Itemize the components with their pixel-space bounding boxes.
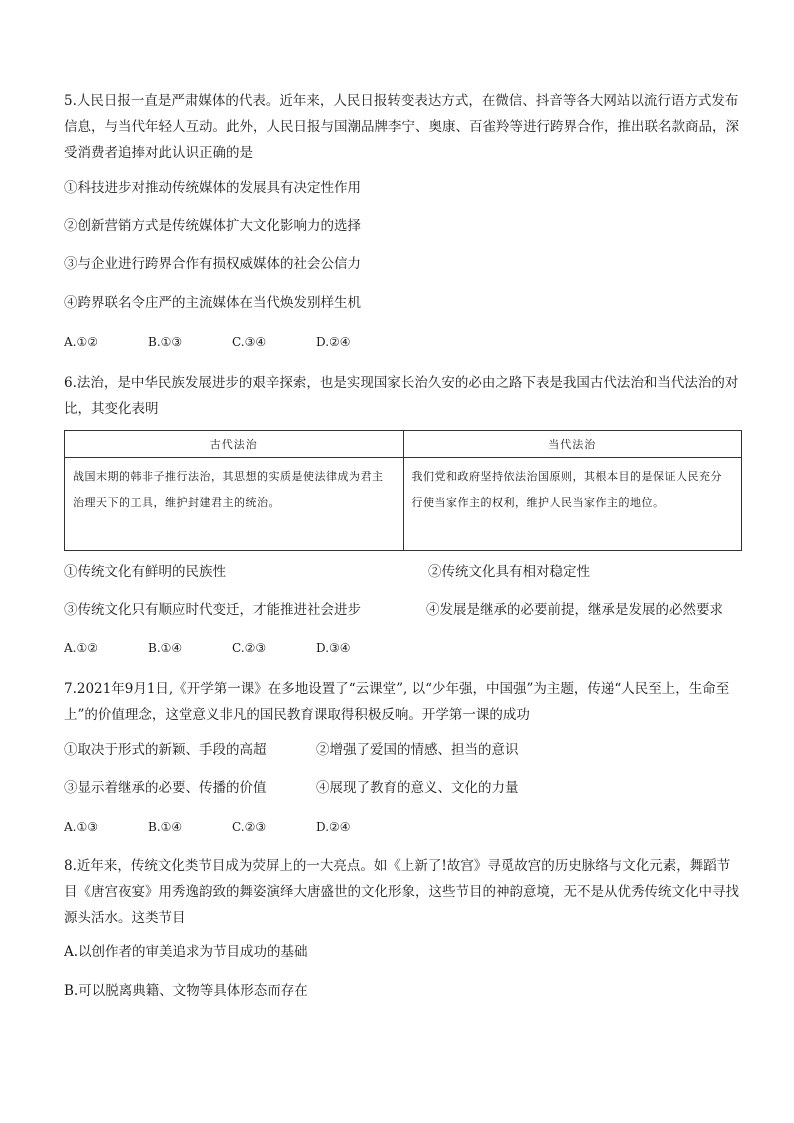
q6-statement-1: ①传统文化有鲜明的民族性 [64, 564, 226, 580]
q8-option-a[interactable]: A.以创作者的审美追求为节目成功的基础 [64, 944, 308, 960]
q6-statement-4: ④发展是继承的必要前提，继承是发展的必然要求 [426, 602, 723, 618]
q6-option-c[interactable]: C.②③ [232, 641, 267, 655]
q8-option-b[interactable]: B.可以脱离典籍、文物等具体形态而存在 [64, 983, 308, 999]
table-cell-modern: 我们党和政府坚持依法治国原则，其根本目的是保证人民充分行使当家作主的权利，维护人民当家作主的地位。 [403, 458, 742, 551]
q7-statement-3: ③显示着继承的必要、传播的价值 [64, 780, 267, 796]
q7-statement-4: ④展现了教育的意义、文化的力量 [316, 780, 519, 796]
q6-option-d[interactable]: D.③④ [316, 641, 351, 655]
q5-statement-1: ①科技进步对推动传统媒体的发展具有决定性作用 [64, 180, 361, 196]
q6-statement-3: ③传统文化只有顺应时代变迁，才能推进社会进步 [64, 602, 361, 618]
q7-statement-2: ②增强了爱国的情感、担当的意识 [316, 742, 519, 758]
q7-stem: 7.2021年9月1日,《开学第一课》在多地设置了“云课堂”, 以“少年强，中国强”为主题，传递“人民至上，生命至上”的价值理念，这堂意义非凡的国民教育课取得积极反响。开学第一课的成功 [64, 681, 730, 723]
q5-stem: 5.人民日报一直是严肃媒体的代表。近年来，人民日报转变表达方式，在微信、抖音等各大网站以流行语方式发布信息，与当代年轻人互动。此外，人民日报与国潮品牌李宁、奥康、百雀羚等进行跨界合作，推出联名款商品，深受消费者追捧对此认识正确的是 [64, 93, 739, 161]
q5-option-b[interactable]: B.①③ [148, 335, 183, 349]
table-cell-ancient: 战国末期的韩非子推行法治，其思想的实质是使法律成为君主治理天下的工具，维护封建君主的统治。 [65, 458, 404, 551]
q7-option-d[interactable]: D.②④ [316, 820, 351, 834]
q6-statement-2: ②传统文化具有相对稳定性 [428, 564, 590, 580]
q5-statement-4: ④跨界联名令庄严的主流媒体在当代焕发别样生机 [64, 295, 361, 311]
q6-stem: 6.法治，是中华民族发展进步的艰辛探索，也是实现国家长治久安的必由之路下表是我国古代法治和当代法治的对比，其变化表明 [64, 375, 739, 417]
q5-option-a[interactable]: A.①② [64, 335, 98, 349]
q5-statement-2: ②创新营销方式是传统媒体扩大文化影响力的选择 [64, 218, 361, 234]
table-header-ancient: 古代法治 [65, 431, 404, 458]
q6-option-b[interactable]: B.①④ [148, 641, 183, 655]
q6-options [64, 638, 400, 658]
q5-option-d[interactable]: D.②④ [316, 335, 351, 349]
q6-comparison-table [64, 430, 742, 551]
q7-statement-1: ①取决于形式的新颖、手段的高超 [64, 742, 267, 758]
q6-option-a[interactable]: A.①② [64, 641, 98, 655]
q7-option-c[interactable]: C.②③ [232, 820, 267, 834]
table-header-modern: 当代法治 [403, 431, 742, 458]
q8-stem: 8.近年来，传统文化类节目成为荧屏上的一大亮点。如《上新了!故宫》寻觅故宫的历史脉络与文化元素，舞蹈节目《唐宫夜宴》用秀逸韵致的舞姿演绎大唐盛世的文化形象，这些节目的神韵意境，无不是从优秀传统文化中寻找源头活水。这类节目 [64, 858, 739, 926]
q7-option-a[interactable]: A.①③ [64, 820, 98, 834]
q5-statement-3: ③与企业进行跨界合作有损权威媒体的社会公信力 [64, 256, 361, 272]
q5-options [64, 332, 400, 352]
q5-option-c[interactable]: C.③④ [232, 335, 267, 349]
q7-options [64, 817, 400, 837]
q7-option-b[interactable]: B.①④ [148, 820, 183, 834]
